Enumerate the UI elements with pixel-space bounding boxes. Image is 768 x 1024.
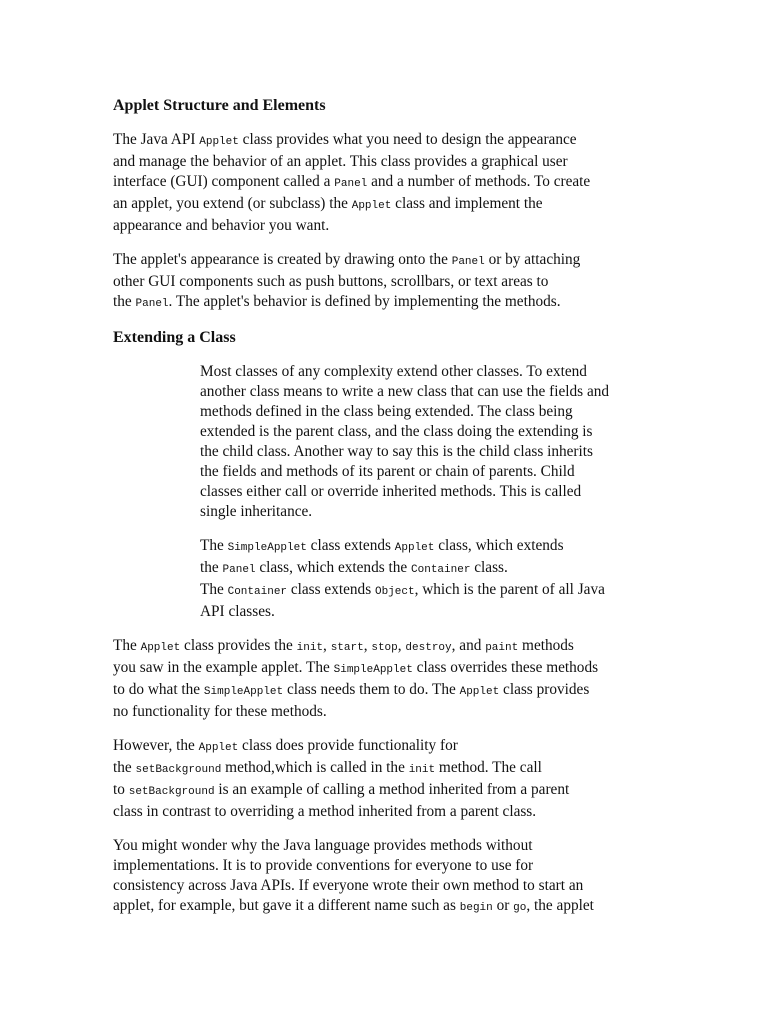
- text-span: methods: [518, 637, 574, 654]
- text-span: class, which extends the: [255, 559, 412, 576]
- text-line: API classes.: [200, 603, 275, 620]
- code-span: SimpleApplet: [227, 542, 307, 554]
- text-span: is an example of calling a method inherited from a parent: [214, 781, 570, 798]
- code-span: Container: [411, 564, 471, 576]
- text-line: class in contrast to overriding a method inherited from a parent class.: [113, 803, 537, 820]
- code-span: go: [513, 902, 527, 914]
- text-line: [113, 130, 658, 152]
- text-span: applet, for example, but gave it a different name such as: [113, 897, 460, 914]
- text-line: [113, 658, 658, 680]
- text-span: The: [113, 637, 141, 654]
- section-heading-extending-class: Extending a Class: [113, 329, 236, 346]
- code-span: begin: [459, 902, 493, 914]
- text-span: interface (GUI) component called a: [113, 173, 335, 190]
- text-span: , which is the parent of all Java: [414, 581, 605, 598]
- text-span: class extends: [287, 581, 375, 598]
- text-span: class extends: [306, 537, 395, 554]
- text-span: The: [200, 581, 228, 598]
- code-span: init: [408, 764, 436, 776]
- code-span: Applet: [394, 542, 435, 554]
- text-span: ,: [397, 637, 406, 654]
- code-span: Object: [374, 586, 415, 598]
- code-span: Applet: [351, 200, 392, 212]
- text-line: extended is the parent class, and the class doing the extending is: [200, 423, 593, 440]
- paragraph-inheritance: [200, 362, 658, 522]
- code-span: destroy: [405, 642, 452, 654]
- code-span: SimpleApplet: [203, 686, 284, 698]
- text-span: to: [113, 781, 129, 798]
- code-span: start: [330, 642, 364, 654]
- paragraph-setbackground: [113, 736, 658, 822]
- code-span: Applet: [198, 742, 239, 754]
- text-line: consistency across Java APIs. If everyone wrote their own method to start an: [113, 877, 584, 894]
- text-line: and manage the behavior of an applet. This class provides a graphical user: [113, 153, 568, 170]
- text-span: The Java API: [113, 131, 200, 148]
- paragraph-applet-methods: [113, 636, 658, 722]
- code-span: Panel: [451, 256, 485, 268]
- code-span: Panel: [222, 564, 256, 576]
- section-heading-applet-structure: Applet Structure and Elements: [113, 97, 326, 114]
- code-span: Applet: [199, 136, 239, 148]
- text-line: [113, 758, 658, 780]
- text-span: class needs them to do. The: [283, 681, 460, 698]
- code-span: setBackground: [135, 764, 222, 776]
- text-span: class, which extends: [434, 537, 564, 554]
- code-span: Applet: [140, 642, 181, 654]
- code-span: Container: [227, 586, 288, 598]
- text-span: the: [113, 759, 136, 776]
- text-span: or by attaching: [484, 251, 581, 268]
- code-span: Applet: [459, 686, 500, 698]
- text-line: another class means to write a new class that can use the fields and: [200, 383, 610, 400]
- text-span: class provides the: [180, 637, 297, 654]
- text-span: . The applet's behavior is defined by implementing the methods.: [168, 293, 561, 310]
- code-span: stop: [371, 642, 398, 654]
- text-line: the child class. Another way to say this is the child class inherits: [200, 443, 593, 460]
- text-line: [113, 636, 658, 658]
- text-span: The: [200, 537, 228, 554]
- text-line: Most classes of any complexity extend other classes. To extend: [200, 363, 587, 380]
- document-page: [113, 96, 658, 932]
- code-span: Panel: [334, 178, 368, 190]
- text-line: the fields and methods of its parent or chain of parents. Child: [200, 463, 575, 480]
- text-line: [113, 172, 658, 194]
- paragraph-conventions: [113, 836, 658, 918]
- text-span: , and: [451, 637, 486, 654]
- text-line: You might wonder why the Java language provides methods without: [113, 837, 533, 854]
- text-line: [200, 558, 658, 580]
- code-span: paint: [485, 642, 519, 654]
- text-line: [113, 194, 658, 216]
- text-span: method. The call: [435, 759, 542, 776]
- text-line: [200, 580, 658, 602]
- text-line: [113, 780, 658, 802]
- text-line: [113, 680, 658, 702]
- text-line: other GUI components such as push buttons, scrollbars, or text areas to: [113, 273, 549, 290]
- text-span: or: [492, 897, 514, 914]
- text-span: ,: [323, 637, 331, 654]
- text-line: [200, 536, 658, 558]
- text-span: class overrides these methods: [412, 659, 599, 676]
- text-span: , the applet: [526, 897, 594, 914]
- paragraph-class-hierarchy: [200, 536, 658, 622]
- text-span: class.: [470, 559, 508, 576]
- text-line: methods defined in the class being extended. The class being: [200, 403, 573, 420]
- text-span: method,which is called in the: [221, 759, 409, 776]
- text-line: classes either call or override inherited methods. This is called: [200, 483, 582, 500]
- text-line: implementations. It is to provide conventions for everyone to use for: [113, 857, 534, 874]
- text-span: you saw in the example applet. The: [113, 659, 334, 676]
- text-span: class does provide functionality for: [238, 737, 458, 754]
- text-span: class provides: [499, 681, 590, 698]
- code-span: setBackground: [128, 786, 215, 798]
- code-span: SimpleApplet: [333, 664, 413, 676]
- text-span: The applet's appearance is created by drawing onto the: [113, 251, 452, 268]
- text-span: an applet, you extend (or subclass) the: [113, 195, 352, 212]
- text-line: [113, 736, 658, 758]
- text-span: class provides what you need to design the appearance: [238, 131, 577, 148]
- paragraph-applet-appearance: [113, 250, 658, 314]
- code-span: init: [296, 642, 324, 654]
- text-line: appearance and behavior you want.: [113, 217, 330, 234]
- text-span: the: [113, 293, 136, 310]
- text-span: ,: [363, 637, 372, 654]
- paragraph-applet-class-intro: [113, 130, 658, 236]
- code-span: Panel: [135, 298, 169, 310]
- text-span: class and implement the: [391, 195, 543, 212]
- text-span: and a number of methods. To create: [367, 173, 591, 190]
- text-line: [113, 250, 658, 272]
- text-line: [113, 292, 658, 314]
- text-span: to do what the: [113, 681, 204, 698]
- text-line: no functionality for these methods.: [113, 703, 327, 720]
- text-span: However, the: [113, 737, 199, 754]
- text-line: single inheritance.: [200, 503, 313, 520]
- text-line: [113, 896, 658, 918]
- text-span: the: [200, 559, 223, 576]
